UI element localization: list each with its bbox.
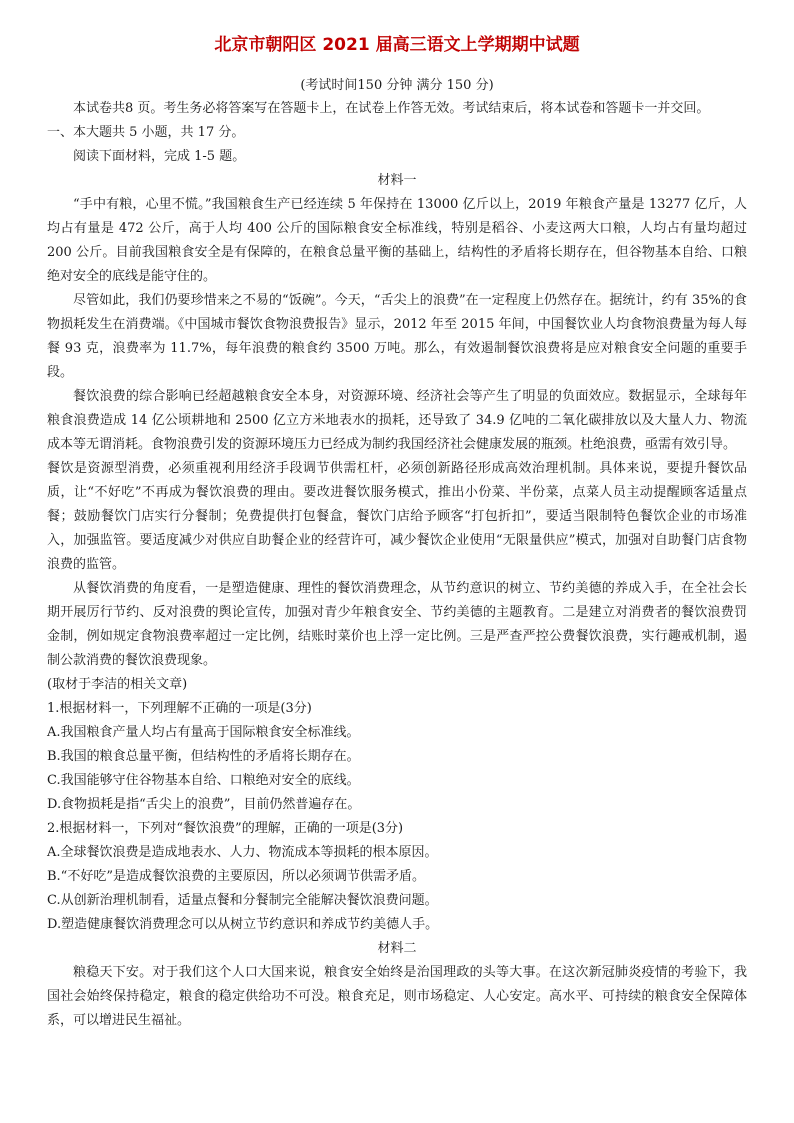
material-heading: 材料二 [377,941,417,956]
material-paragraph: 餐饮是资源型消费，必须重视利用经济手段调节供需杠杆，必须创新路径形成高效治理机制。具体来说，要提升餐饮品质，让“不好吃”不再成为餐饮浪费的理由。要改进餐饮服务模式，推出小份菜、半份菜，点菜人员主动提醒顾客适量点餐；鼓励餐饮门店实行分餐制；免费提供打包餐盒，餐饮门店给予顾客“打包折扣”，要适当限制特色餐饮企业的市场准入，加强监管。要适度减少对供应自助餐企业的经营许可，减少餐饮企业使用“无限量供应”模式，加强对自助餐门店食物浪费的监管。 [47,461,747,572]
question-stem: 1.根据材料一，下列理解不正确的一项是(3分) [47,701,312,716]
exam-info: (考试时间150 分钟 满分 150 分) [300,78,494,93]
exam-body [47,97,747,1033]
question-option: C.我国能够守住谷物基本自给、口粮绝对安全的底线。 [47,773,360,788]
question-option: B.“不好吃”是造成餐饮浪费的主要原因，所以必须调节供需矛盾。 [47,869,425,884]
material-source: (取材于李洁的相关文章) [47,677,188,692]
exam-intro: 本试卷共8 页。考生务必将答案写在答题卡上，在试卷上作答无效。考试结束后，将本试卷和答题卡一并交回。 [73,101,710,116]
question-stem: 2.根据材料一，下列对“餐饮浪费”的理解，正确的一项是(3分) [47,821,404,836]
material-paragraph: 餐饮浪费的综合影响已经超越粮食安全本身，对资源环境、经济社会等产生了明显的负面效应。数据显示，全球每年粮食浪费造成 14 亿公顷耕地和 2500 亿立方米地表水的损耗，还导致了 34.9 亿吨的二氧化碳排放以及大量人力、物流成本等无谓消耗。食物浪费引发的资源环境压力已经成为制约我国经济社会健康发展的瓶颈。杜绝浪费，亟需有效引导。 [47,389,747,452]
reading-instruction: 阅读下面材料，完成 1-5 题。 [73,149,246,164]
question-option: B.我国的粮食总量平衡，但结构性的矛盾将长期存在。 [47,749,360,764]
question-option: A.我国粮食产量人均占有量高于国际粮食安全标准线。 [47,725,360,740]
question-option: A.全球餐饮浪费是造成地表水、人力、物流成本等损耗的根本原因。 [47,845,438,860]
material-paragraph: 粮稳天下安。对于我们这个人口大国来说，粮食安全始终是治国理政的头等大事。在这次新冠肺炎疫情的考验下，我国社会始终保持稳定，粮食的稳定供给功不可没。粮食充足，则市场稳定、人心安定。高水平、可持续的粮食安全保障体系，可以增进民生福祉。 [47,965,747,1028]
question-option: D.食物损耗是指“舌尖上的浪费”，目前仍然普遍存在。 [47,797,361,812]
material-paragraph: 尽管如此，我们仍要珍惜来之不易的“饭碗”。今天，“舌尖上的浪费”在一定程度上仍然存在。据统计，约有 35%的食物损耗发生在消费端。《中国城市餐饮食物浪费报告》显示，2012 年至 2015 年间，中国餐饮业人均食物浪费量为每人每餐 93 克，浪费率为 11.7%，每年浪费的粮食约 3500 万吨。那么，有效遏制餐饮浪费将是应对粮食安全问题的重要手段。 [47,293,747,380]
question-option: D.塑造健康餐饮消费理念可以从树立节约意识和养成节约美德人手。 [47,917,439,932]
material-paragraph: “手中有粮，心里不慌。”我国粮食生产已经连续 5 年保持在 13000 亿斤以上，2019 年粮食产量是 13277 亿斤，人均占有量是 472 公斤，高于人均 400 公斤的国际粮食安全标准线，特别是稻谷、小麦这两大口粮，人均占有量均超过 200 公斤。目前我国粮食安全是有保障的，在粮食总量平衡的基础上，结构性的矛盾将长期存在，但谷物基本自给、口粮绝对安全的底线是能守住的。 [47,197,747,284]
page-title: 北京市朝阳区 2021 届高三语文上学期期中试题 [214,35,580,55]
question-option: C.从创新治理机制看，适量点餐和分餐制完全能解决餐饮浪费问题。 [47,893,438,908]
material-paragraph: 从餐饮消费的角度看，一是塑造健康、理性的餐饮消费理念，从节约意识的树立、节约美德的养成入手，在全社会长期开展厉行节约、反对浪费的舆论宣传，加强对青少年粮食安全、节约美德的主题教育。二是建立对消费者的餐饮浪费罚金制，例如规定食物浪费率超过一定比例，结账时菜价也上浮一定比例。三是严查严控公费餐饮浪费，实行趣戒机制，遏制公款消费的餐饮浪费现象。 [47,581,747,668]
material-heading: 材料一 [377,173,417,188]
section-heading: 一、本大题共 5 小题，共 17 分。 [47,125,245,140]
